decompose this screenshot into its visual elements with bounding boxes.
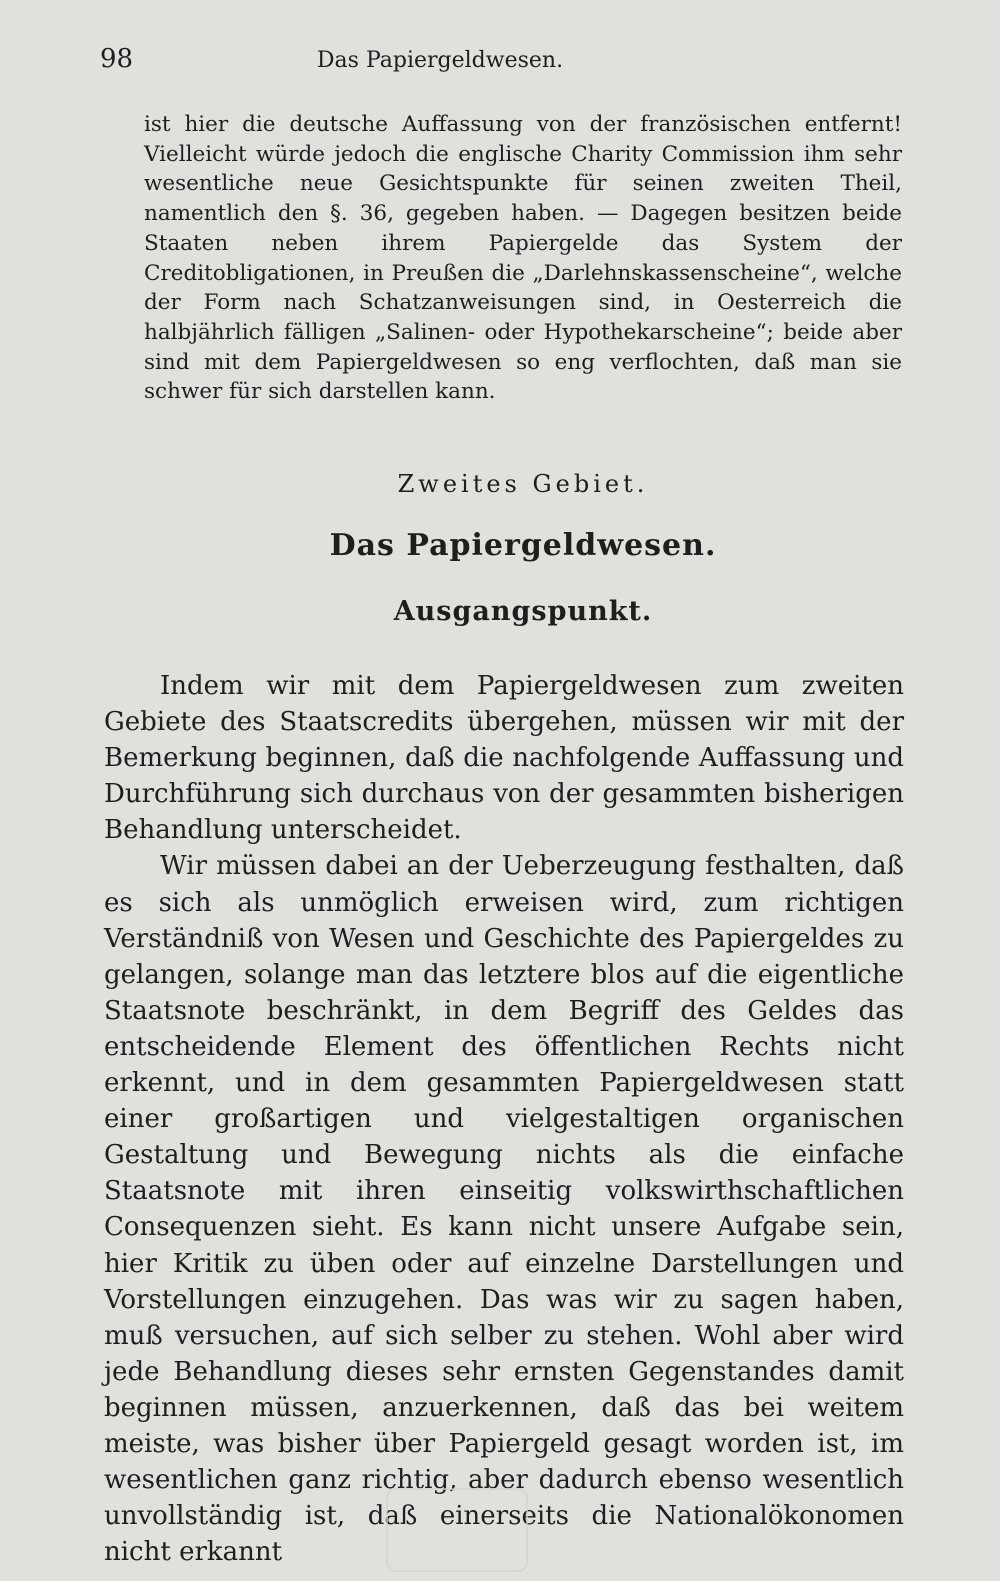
library-stamp [386, 1488, 528, 1572]
running-head [100, 44, 900, 84]
body-paragraph: Wir müssen dabei an der Ueberzeugung festhalten, daß es sich als unmöglich erweisen wird, zum richtigen Verständniß von Wesen und Geschichte des Papiergeldes zu gelangen, solange man das letztere blos auf die eigentliche Staatsnote beschränkt, in dem Begriff des Geldes das entscheidende Element des öffentlichen Rechts nicht erkennt, und in dem gesammten Papiergeldwesen statt einer großartigen und vielgestaltigen organischen Gestaltung und Bewegung nichts als die einfache Staatsnote mit ihren einseitig volkswirthschaftlichen Consequenzen sieht. Es kann nicht unsere Aufgabe sein, hier Kritik zu üben oder auf einzelne Darstellungen und Vorstellungen einzugehen. Das was wir zu sagen haben, muß versuchen, auf sich selber zu stehen. Wohl aber wird jede Behandlung dieses sehr ernsten Gegenstandes damit beginnen müssen, anzuerkennen, daß das bei weitem meiste, was bisher über Papiergeld gesagt worden ist, im wesentlichen ganz richtig, aber dadurch ebenso wesentlich unvollständig ist, daß einerseits die Nationalökonomen nicht erkannt [104, 851, 904, 1568]
running-title: Das Papiergeldwesen. [316, 48, 564, 73]
chapter-subtitle: Ausgangspunkt. [393, 596, 653, 627]
page-number: 98 [100, 44, 134, 74]
body-paragraph: Indem wir mit dem Papiergeldwesen zum zweiten Gebiete des Staatscredits übergehen, müssen wir mit der Bemerkung beginnen, daß die nachfolgende Auffassung und Durchführung sich durchaus von der gesammten bisherigen Behandlung unterscheidet. [104, 671, 904, 846]
intro-text-block [144, 110, 902, 407]
intro-paragraph: ist hier die deutsche Auffassung von der französischen entfernt! Vielleicht würde jedoch die englische Charity Commission ihm sehr wesentliche neue Gesichtspunkte für seinen zweiten Theil, namentlich den §. 36, gegeben haben. — Dagegen besitzen beide Staaten neben ihrem Papiergelde das System der Creditobligationen, in Preußen die „Darlehnskassenscheine“, welche der Form nach Schatzanweisungen sind, in Oesterreich die halbjährlich fälligen „Salinen- oder Hypothekarscheine“; beide aber sind mit dem Papiergeldwesen so eng verflochten, daß man sie schwer für sich darstellen kann. [144, 112, 902, 405]
main-text-block [104, 668, 904, 1570]
section-heading: Zweites Gebiet. [397, 470, 649, 498]
chapter-title: Das Papiergeldwesen. [329, 528, 717, 563]
